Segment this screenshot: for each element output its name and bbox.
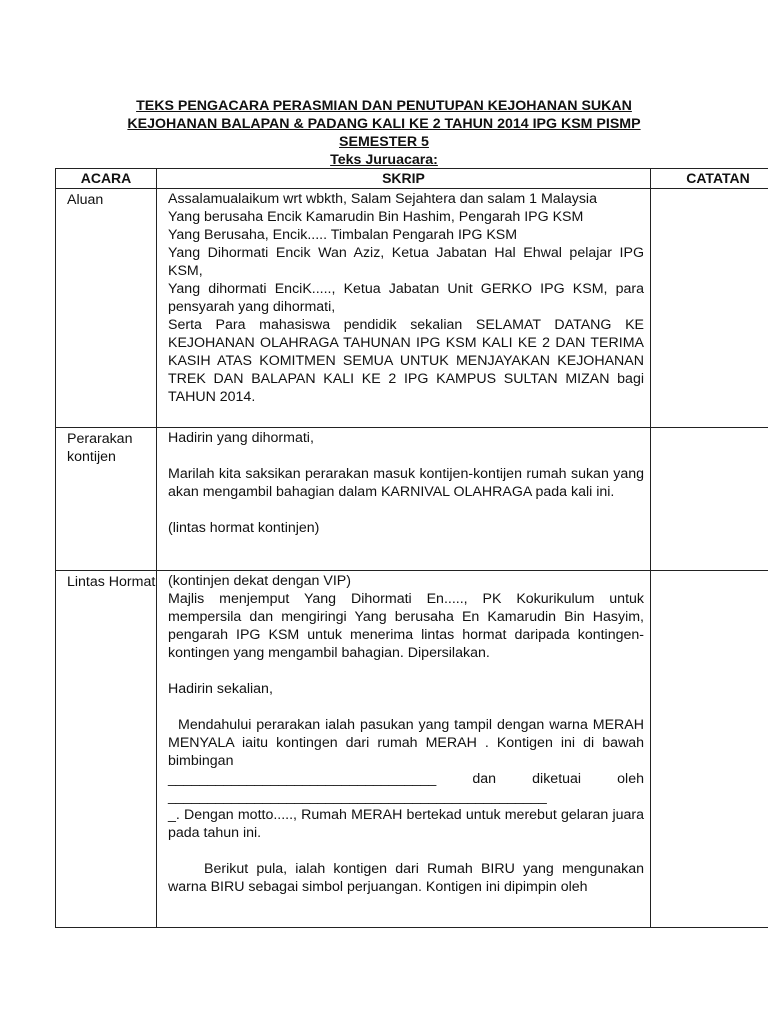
acara-cell: Aluan xyxy=(56,189,157,428)
column-header-skrip: SKRIP xyxy=(157,169,651,189)
acara-cell: Perarakan kontijen xyxy=(56,428,157,571)
script-line: Yang Dihormati Encik Wan Aziz, Ketua Jabatan Hal Ehwal pelajar IPG KSM, xyxy=(168,245,644,279)
subtitle: Teks Juruacara: xyxy=(330,152,438,168)
script-line: Berikut pula, ialah kontigen dari Rumah BIRU yang mengunakan warna BIRU sebagai simbol perjuangan. Kontigen ini dipimpin oleh xyxy=(168,861,644,895)
script-line: Majlis menjemput Yang Dihormati En....., PK Kokurikulum untuk mempersila dan mengiringi Yang berusaha En Kamarudin Bin Hasyim, pengarah IPG KSM untuk menerima lintas hormat daripada kontingen-kontingen yang mengambil bahagian. Dipersilakan. xyxy=(168,591,644,661)
catatan-cell xyxy=(651,189,768,428)
table-row xyxy=(56,189,768,428)
table-row xyxy=(56,571,768,928)
column-header-catatan: CATATAN xyxy=(651,169,768,189)
catatan-cell xyxy=(651,571,768,928)
script-line: __________________________________ dan diketuai oleh xyxy=(168,771,644,787)
skrip-cell xyxy=(157,571,651,928)
catatan-cell xyxy=(651,428,768,571)
script-line: Yang Berusaha, Encik..... Timbalan Pengarah IPG KSM xyxy=(168,227,518,243)
script-line: (kontinjen dekat dengan VIP) xyxy=(168,573,351,589)
script-line: Hadirin yang dihormati, xyxy=(168,430,314,446)
column-header-acara: ACARA xyxy=(56,169,157,189)
script-line: Marilah kita saksikan perarakan masuk kontijen-kontijen rumah sukan yang akan mengambil bahagian dalam KARNIVAL OLAHRAGA pada kali ini. xyxy=(168,466,644,500)
acara-cell: Lintas Hormat xyxy=(56,571,157,928)
script-line: (lintas hormat kontinjen) xyxy=(168,520,320,536)
skrip-cell xyxy=(157,428,651,571)
script-line: Hadirin sekalian, xyxy=(168,681,273,697)
script-table xyxy=(55,168,768,928)
script-line: Yang berusaha Encik Kamarudin Bin Hashim, Pengarah IPG KSM xyxy=(168,209,584,225)
title-line-3: SEMESTER 5 xyxy=(339,134,429,150)
title-line-1: TEKS PENGACARA PERASMIAN DAN PENUTUPAN KEJOHANAN SUKAN xyxy=(136,98,632,114)
script-line: Serta Para mahasiswa pendidik sekalian SELAMAT DATANG KE KEJOHANAN OLAHRAGA TAHUNAN IPG KSM KALI KE 2 DAN TERIMA KASIH ATAS KOMITMEN SEMUA UNTUK MENJAYAKAN KEJOHANAN TREK DAN BALAPAN KALI KE 2 IPG KAMPUS SULTAN MIZAN bagi TAHUN 2014. xyxy=(168,317,644,405)
table-header-row xyxy=(56,169,768,189)
title-line-2: KEJOHANAN BALAPAN & PADANG KALI KE 2 TAHUN 2014 IPG KSM PISMP xyxy=(127,116,641,132)
skrip-cell xyxy=(157,189,651,428)
script-line: Mendahului perarakan ialah pasukan yang tampil dengan warna MERAH MENYALA iaitu kontingen dari rumah MERAH . Kontigen ini di bawah bimbingan xyxy=(168,717,644,769)
table-row xyxy=(56,428,768,571)
script-line: ________________________________________________ xyxy=(168,789,547,805)
script-line: _. Dengan motto....., Rumah MERAH bertekad untuk merebut gelaran juara pada tahun ini. xyxy=(168,807,644,841)
script-line: Assalamualaikum wrt wbkth, Salam Sejahtera dan salam 1 Malaysia xyxy=(168,191,597,207)
script-line: Yang dihormati EnciK....., Ketua Jabatan Unit GERKO IPG KSM, para pensyarah yang dihormati, xyxy=(168,281,644,315)
